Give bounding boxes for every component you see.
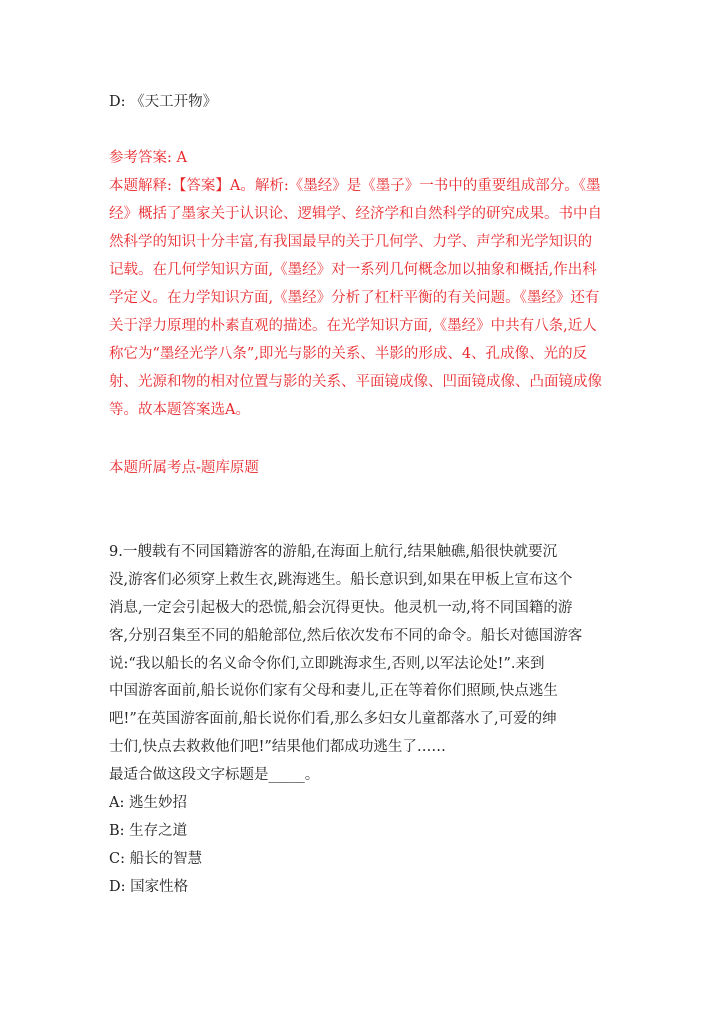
question-stem-line: 中国游客面前,船长说你们家有父母和妻儿,正在等着你们照顾,快点逃生 — [109, 683, 558, 700]
question-stem-line: 没,游客们必须穿上救生衣,跳海逃生。船长意识到,如果在甲板上宣布这个 — [109, 571, 573, 588]
explanation-line: 记载。在几何学知识方面,《墨经》对一系列几何概念加以抽象和概括,作出科 — [109, 262, 597, 278]
reference-answer — [109, 144, 621, 172]
explanation-line: 然科学的知识十分丰富,有我国最早的关于几何学、力学、声学和光学知识的 — [109, 234, 593, 250]
explanation-line: 关于浮力原理的朴素直观的描述。在光学知识方面,《墨经》中共有八条,近人 — [109, 318, 597, 334]
question-stem-line: 吧!”在英国游客面前,船长说你们看,那么多妇女儿童都落水了,可爱的绅 — [109, 711, 557, 728]
question-stem-line: 9.一艘载有不同国籍游客的游船,在海面上航行,结果触礁,船很快就要沉 — [109, 544, 558, 560]
question-category — [109, 454, 621, 482]
category-text: 本题所属考点-题库原题 — [109, 460, 259, 476]
explanation-line: 射、光源和物的相对位置与影的关系、平面镜成像、凹面镜成像、凸面镜成像 — [109, 374, 602, 390]
question-stem-line: 消息,一定会引起极大的恐慌,船会沉得更快。他灵机一动,将不同国籍的游 — [109, 599, 573, 616]
option-a: A: 逃生妙招 — [109, 795, 187, 812]
explanation-line: 等。故本题答案选A。 — [109, 402, 250, 418]
previous-question-option-d — [109, 88, 621, 116]
question-stem-line: 客,分别召集至不同的船舱部位,然后依次发布不同的命令。船长对德国游客 — [109, 627, 583, 644]
reference-answer-text: 参考答案: A — [109, 150, 187, 166]
option-d: D: 国家性格 — [109, 878, 189, 895]
option-d-label: D: 《天工开物》 — [109, 94, 218, 110]
question-prompt: 最适合做这段文字标题是_____。 — [109, 767, 320, 784]
explanation-line: 本题解释:【答案】A。解析:《墨经》是《墨子》一书中的重要组成部分。《墨 — [109, 178, 601, 194]
explanation-line: 称它为“墨经光学八条”,即光与影的关系、半影的形成、4、孔成像、光的反 — [109, 346, 588, 362]
question-stem-line: 士们,快点去救救他们吧!”结果他们都成功逃生了…… — [109, 739, 446, 756]
explanation-line: 经》概括了墨家关于认识论、逻辑学、经济学和自然科学的研究成果。书中自 — [109, 206, 602, 222]
question-9 — [109, 539, 621, 902]
option-c: C: 船长的智慧 — [109, 850, 203, 867]
answer-explanation — [109, 172, 621, 424]
question-stem-line: 说:“我以船长的名义命令你们,立即跳海求生,否则,以军法论处!”.来到 — [109, 655, 545, 672]
explanation-line: 学定义。在力学知识方面,《墨经》分析了杠杆平衡的有关问题。《墨经》还有 — [109, 290, 600, 306]
option-b: B: 生存之道 — [109, 822, 188, 839]
